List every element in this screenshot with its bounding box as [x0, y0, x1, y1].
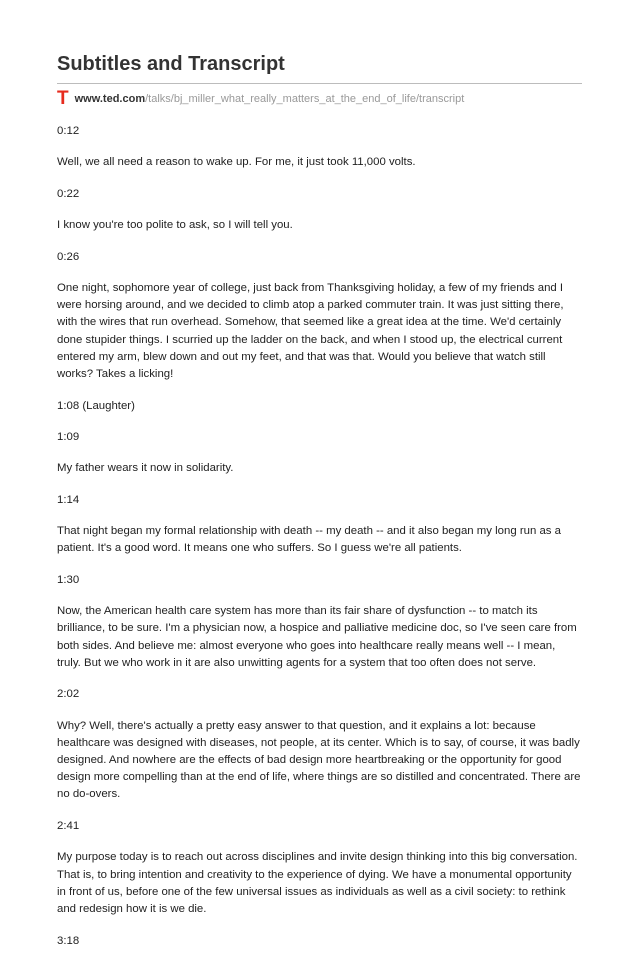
source-line [57, 88, 582, 110]
timestamp: 0:12 [57, 125, 80, 137]
transcript-paragraph: Now, the American health care system has more than its fair share of dysfunction -- to match its brilliance, to be sure. I'm a physician now, a hospice and palliative medicine doc, so I've seen care from both sides. And believe me: almost everyone who goes into healthcare really means well -- I mean, truly. But we who work in it are also unwitting agents for a system that too often does not serve. [57, 605, 577, 669]
title-divider [57, 83, 582, 84]
transcript-page [57, 48, 582, 964]
timestamp: 1:30 [57, 573, 80, 586]
page-title: Subtitles and Transcript [57, 53, 285, 75]
timestamp: 0:26 [57, 250, 80, 263]
transcript-paragraph: My purpose today is to reach out across disciplines and invite design thinking into this big conversation. That is, to bring intention and creativity to the experience of dying. We have a monumental opportunity in front of us, before one of the few universal issues as individuals as well as a civil society: to rethink and redesign how it is we die. [57, 851, 578, 915]
timestamp: 0:22 [57, 187, 80, 200]
transcript-paragraph: Why? Well, there's actually a pretty easy answer to that question, and it explains a lot: because healthcare was designed with diseases, not people, at its center. Which is to say, of course, it was badly designed. And nowhere are the effects of bad design more heartbreaking or the opportunity for good design more compelling than at the end of life, where things are so distilled and concentrated. There are no do-overs. [57, 719, 581, 801]
transcript-paragraph: My father wears it now in solidarity. [57, 462, 234, 475]
source-path-link[interactable]: /talks/bj_miller_what_really_matters_at_the_end_of_life/transcript [145, 93, 465, 105]
transcript-entries [57, 123, 582, 950]
timestamp: 2:41 [57, 820, 80, 833]
ted-logo-icon: T [57, 88, 69, 109]
timestamp: 1:14 [57, 493, 80, 506]
timestamp: 3:18 [57, 934, 80, 947]
timestamp: 1:09 [57, 430, 80, 443]
transcript-paragraph: One night, sophomore year of college, just back from Thanksgiving holiday, a few of my friends and I were horsing around, and we decided to climb atop a parked commuter train. It was just sitting there, with the wires that run overhead. Somehow, that seemed like a great idea at the time. We'd certainly done stupider things. I scurried up the ladder on the back, and when I stood up, the electrical current entered my arm, blew down and out my feet, and that was that. Would you believe that watch still works? Takes a licking! [57, 282, 564, 381]
transcript-paragraph: That night began my formal relationship with death -- my death -- and it also began my long run as a patient. It's a good word. It means one who suffers. So I guess we're all patients. [57, 525, 561, 555]
timestamp: 2:02 [57, 688, 80, 701]
transcript-paragraph: I know you're too polite to ask, so I will tell you. [57, 219, 293, 232]
source-domain-link[interactable]: www.ted.com [74, 93, 146, 105]
transcript-paragraph: Well, we all need a reason to wake up. For me, it just took 11,000 volts. [57, 156, 416, 169]
timestamp: 1:08 (Laughter) [57, 399, 135, 412]
